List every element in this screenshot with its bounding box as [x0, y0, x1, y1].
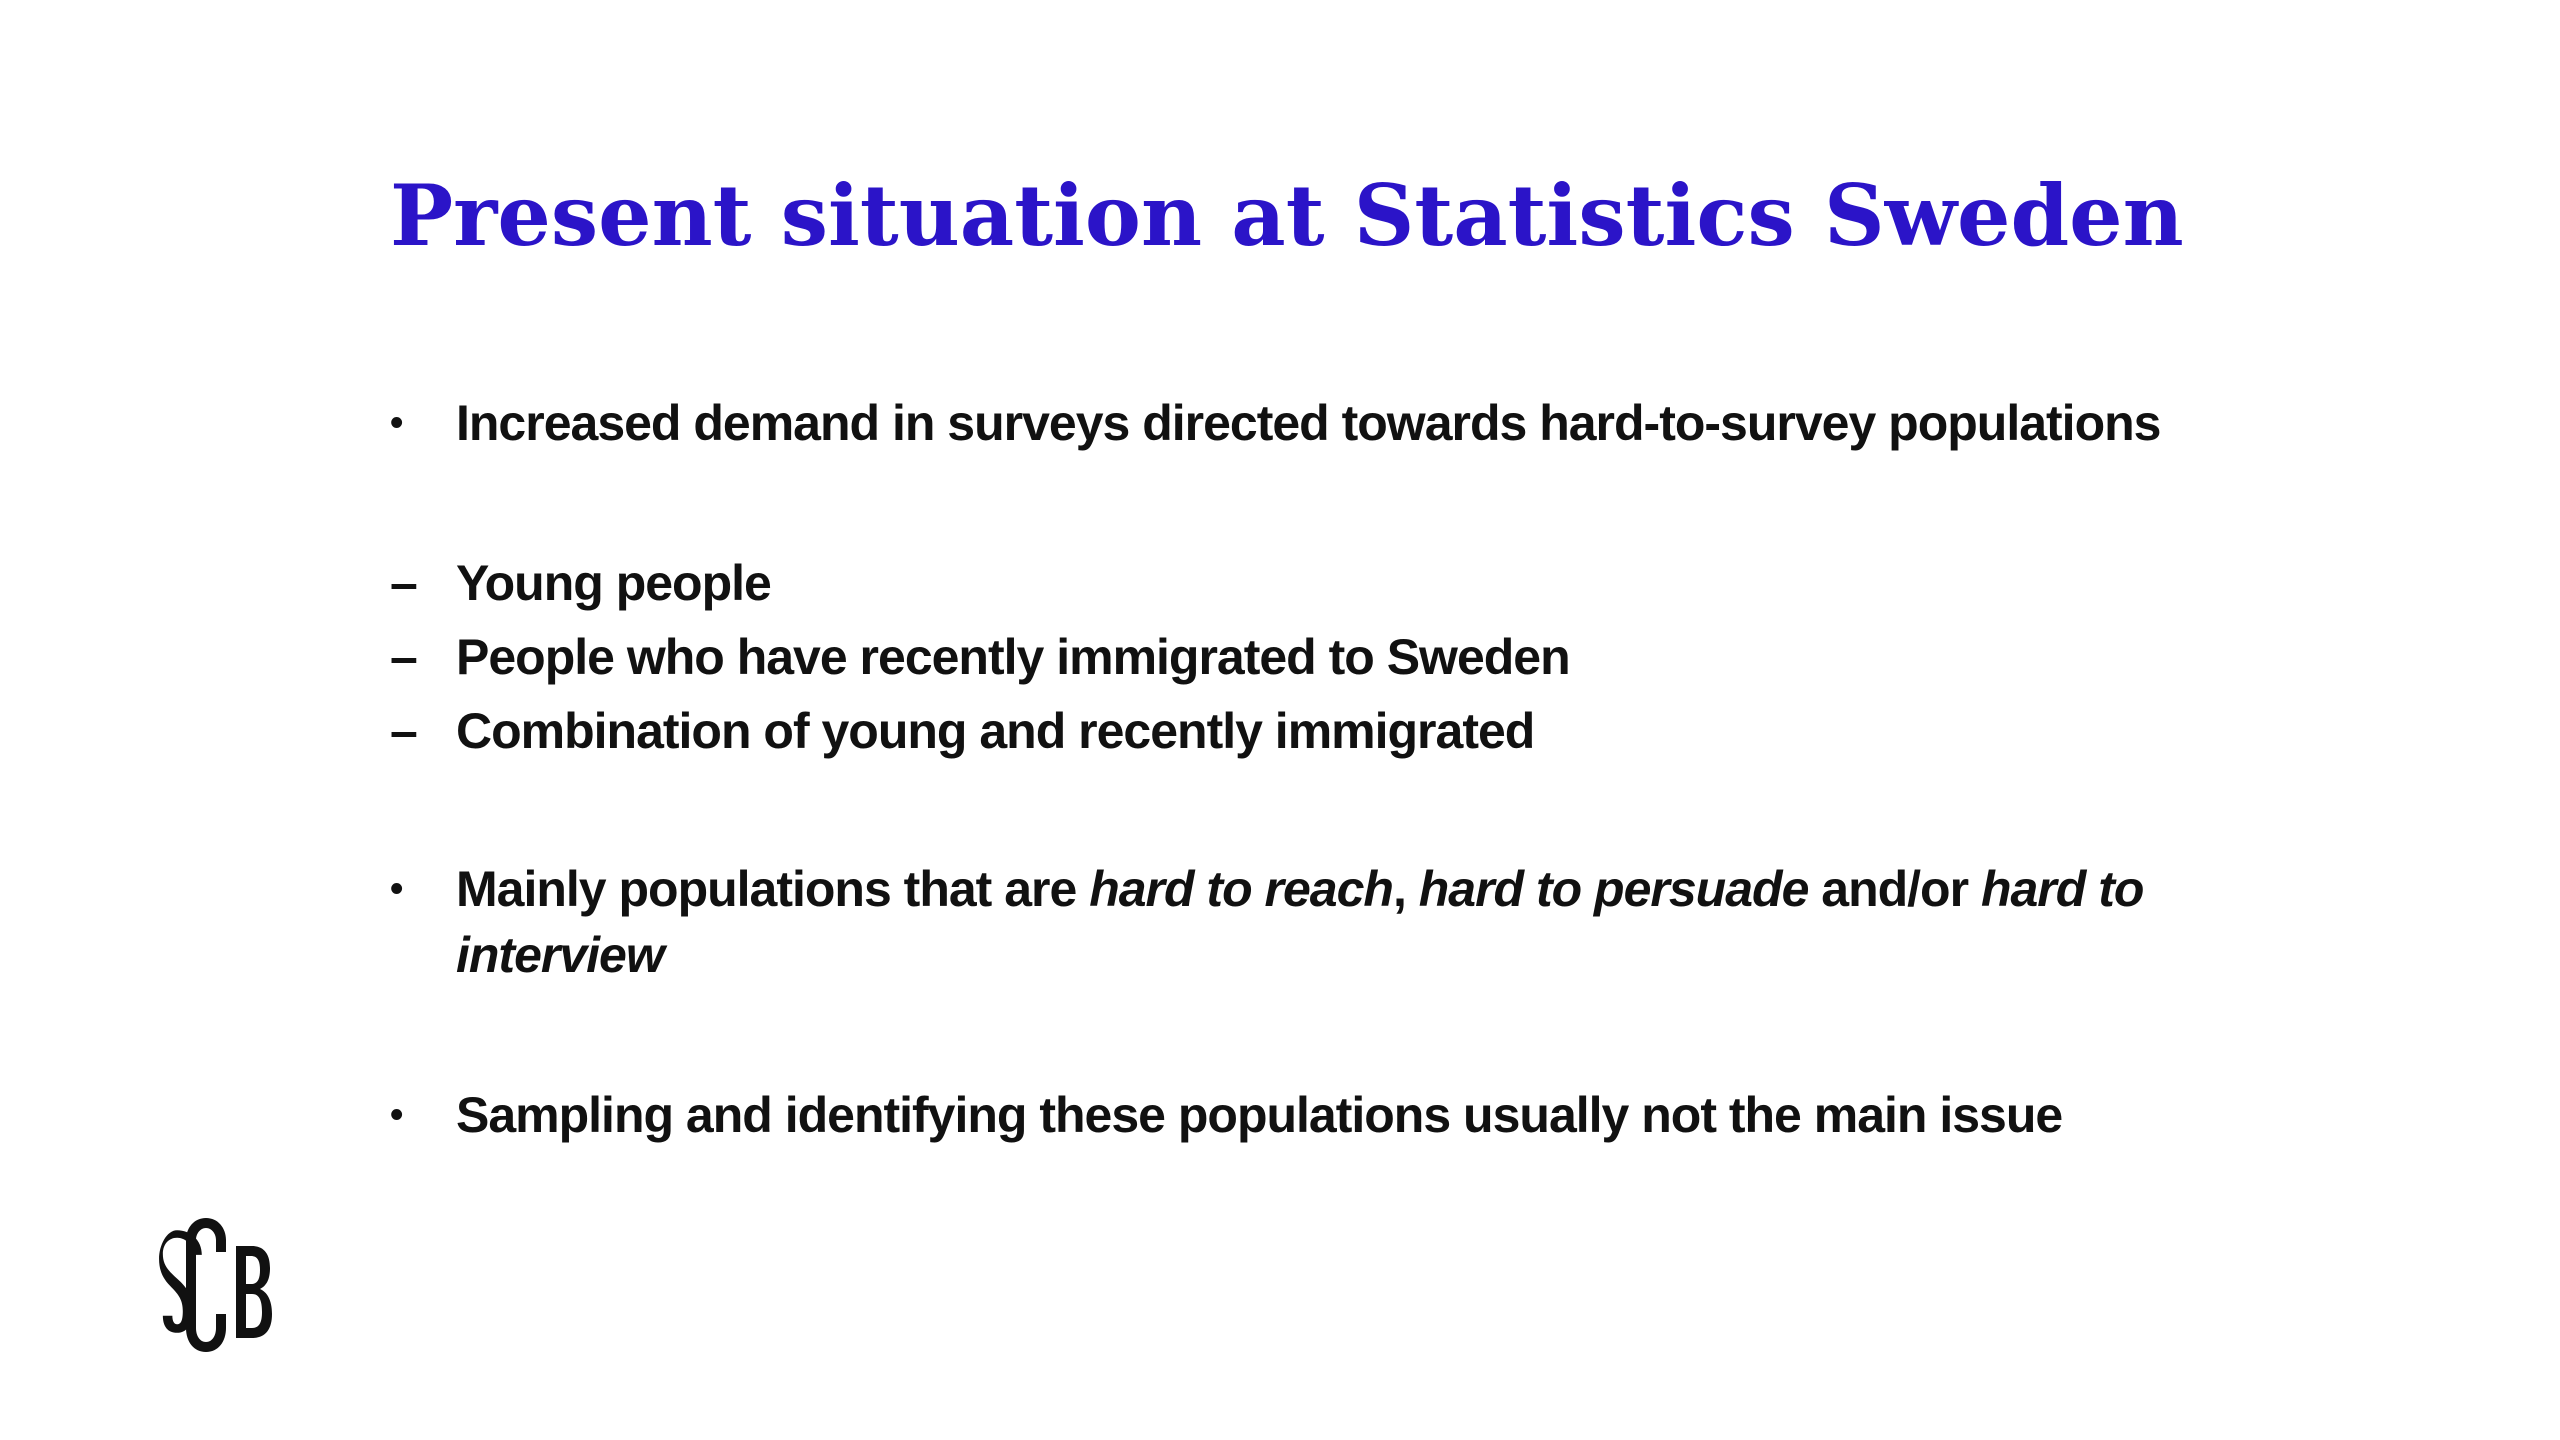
bullet-text-part: Mainly populations that are: [456, 861, 1090, 917]
scb-logo-c-letter: [186, 1218, 226, 1352]
bullet-text-part: and/or: [1808, 861, 1981, 917]
bullet-text: [456, 856, 2250, 988]
dash-marker: –: [390, 555, 417, 611]
scb-logo: [154, 1218, 274, 1353]
bullet-item: [390, 856, 2250, 988]
bullet-text: Sampling and identifying these populations usually not the main issue: [456, 1087, 2063, 1143]
dash-marker: –: [390, 629, 417, 685]
bullet-marker: •: [390, 402, 403, 444]
scb-logo-b-letter: [236, 1246, 272, 1338]
slide-title: Present situation at Statistics Sweden: [390, 166, 2184, 265]
bullet-item: [390, 1082, 2250, 1148]
bullet-marker: •: [390, 1094, 403, 1136]
bullet-item: [390, 390, 2250, 456]
bullet-text-emphasis: hard to interview: [456, 861, 2144, 983]
sub-item-text: Combination of young and recently immigrated: [456, 703, 1535, 759]
sub-item: [390, 698, 2250, 764]
sub-item-text: Young people: [456, 555, 771, 611]
bullet-text: Increased demand in surveys directed towards hard-to-survey populations: [456, 395, 2161, 451]
sub-item: [390, 624, 2250, 690]
bullet-text-emphasis: hard to persuade: [1418, 861, 1809, 917]
bullet-marker: •: [390, 868, 403, 910]
dash-marker: –: [390, 703, 417, 759]
bullet-text-emphasis: hard to reach: [1089, 861, 1393, 917]
bullet-text-part: ,: [1392, 861, 1419, 917]
sub-item: [390, 550, 2250, 616]
sub-item-text: People who have recently immigrated to Sweden: [456, 629, 1570, 685]
